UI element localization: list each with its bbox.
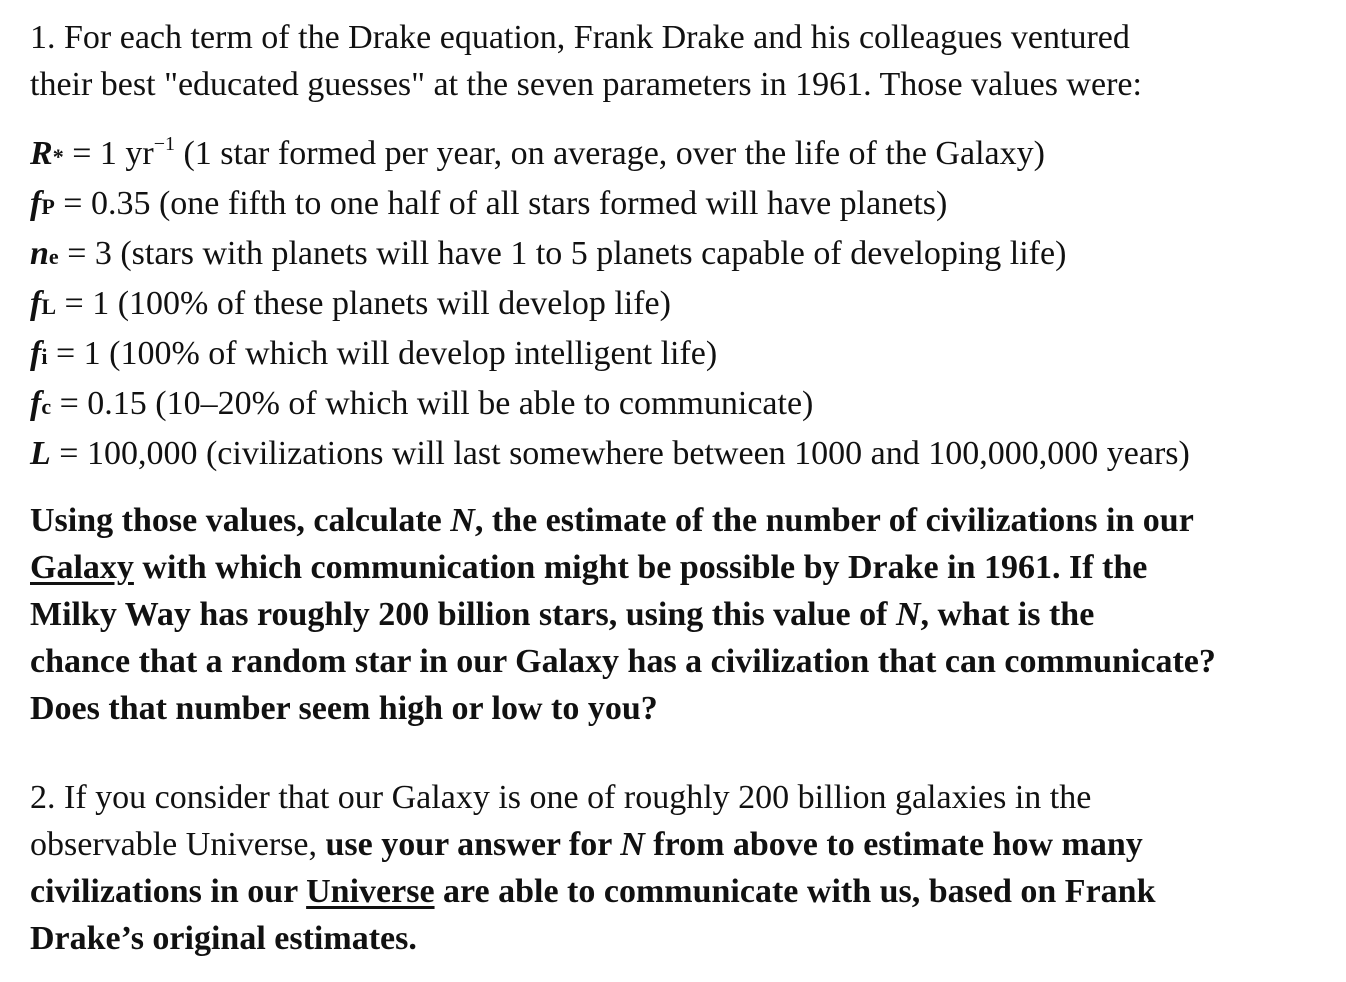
- param-symbol: n: [30, 235, 49, 272]
- param-symbol: L: [30, 435, 51, 472]
- param-value: = 100,000 (civilizations will last somewhere between 1000 and 100,000,000 years): [50, 435, 1190, 472]
- q2-bold-text: use your answer for: [325, 826, 621, 863]
- document-page: [30, 14, 1330, 962]
- q1-intro-line-1: 1. For each term of the Drake equation, Frank Drake and his colleagues ventured: [30, 19, 1130, 56]
- q1-task-line-3: [30, 591, 1330, 638]
- param-f-i: [30, 330, 1330, 380]
- task-variable-n: N: [450, 502, 475, 539]
- param-symbol: f: [30, 335, 42, 372]
- q2-text: are able to communicate with us, based on Frank: [434, 873, 1156, 910]
- q2-underlined-word: Universe: [306, 873, 435, 910]
- param-subscript: e: [48, 244, 59, 269]
- task-text: , what is the: [920, 596, 1095, 633]
- param-value: = 0.35 (one fifth to one half of all stars formed will have planets): [54, 185, 948, 222]
- param-subscript: c: [41, 394, 52, 419]
- q1-intro-line-2: their best "educated guesses" at the seven parameters in 1961. Those values were:: [30, 66, 1142, 103]
- q2-variable-n: N: [620, 826, 645, 863]
- q1-task-line-5: Does that number seem high or low to you?: [30, 690, 658, 727]
- q1-task-line-1: [30, 497, 1330, 544]
- param-symbol: f: [30, 285, 42, 322]
- param-subscript: L: [41, 294, 57, 319]
- q2-bold-text: from above to estimate how many: [644, 826, 1143, 863]
- param-f-p: [30, 180, 1330, 230]
- q2-line-4: Drake’s original estimates.: [30, 920, 417, 957]
- q1-task-line-2: [30, 544, 1330, 591]
- task-text: Using those values, calculate: [30, 502, 451, 539]
- q2-line-2: [30, 821, 1330, 868]
- param-r-star: [30, 130, 1330, 180]
- task-text: Milky Way has roughly 200 billion stars, using this value of: [30, 596, 896, 633]
- q2-line-1: 2. If you consider that our Galaxy is one of roughly 200 billion galaxies in the: [30, 779, 1092, 816]
- param-description: (1 star formed per year, on average, over the life of the Galaxy): [174, 135, 1045, 172]
- param-f-c: [30, 380, 1330, 430]
- param-subscript: P: [41, 194, 55, 219]
- q2-text: civilizations in our: [30, 873, 307, 910]
- param-value: = 1 yr: [63, 135, 154, 172]
- param-subscript: *: [52, 144, 64, 169]
- param-subscript: i: [41, 344, 48, 369]
- task-underlined-word: Galaxy: [30, 549, 134, 586]
- task-text: with which communication might be possible by Drake in 1961. If the: [133, 549, 1148, 586]
- param-value: = 0.15 (10–20% of which will be able to communicate): [51, 385, 814, 422]
- param-superscript: −1: [153, 133, 175, 155]
- param-value: = 1 (100% of which will develop intelligent life): [47, 335, 718, 372]
- param-value: = 3 (stars with planets will have 1 to 5 planets capable of developing life): [58, 235, 1067, 272]
- task-variable-n: N: [895, 596, 921, 633]
- q1-task-line-4: chance that a random star in our Galaxy has a civilization that can communicate?: [30, 643, 1216, 680]
- param-l: [30, 430, 1330, 477]
- param-n-e: [30, 230, 1330, 280]
- param-f-l: [30, 280, 1330, 330]
- param-value: = 1 (100% of these planets will develop life): [56, 285, 671, 322]
- param-symbol: R: [30, 135, 53, 172]
- q2-text: observable Universe,: [30, 826, 326, 863]
- q2-line-3: [30, 868, 1330, 915]
- task-text: , the estimate of the number of civilizations in our: [474, 502, 1194, 539]
- param-symbol: f: [30, 185, 42, 222]
- param-symbol: f: [30, 385, 42, 422]
